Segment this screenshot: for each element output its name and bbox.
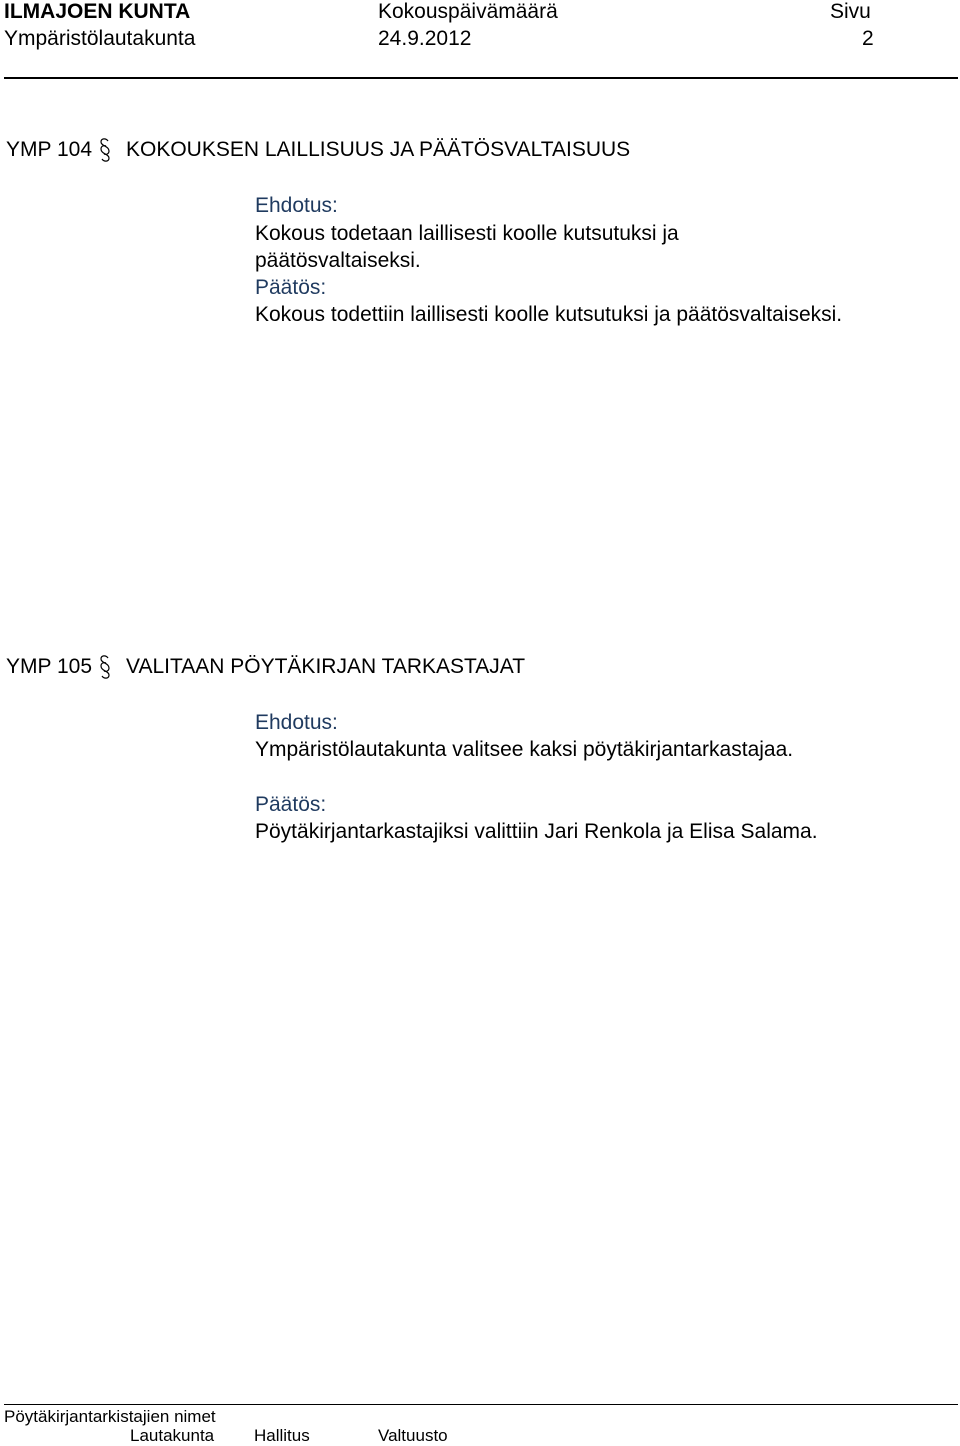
footer-column-lautakunta: Lautakunta (130, 1426, 215, 1445)
header-date-label: Kokouspäivämäärä (378, 0, 558, 23)
section-104-proposal-line-1: Kokous todetaan laillisesti koolle kutsutuksi ja (255, 222, 679, 245)
section-105-decision-label: Päätös: (255, 793, 327, 816)
section-104-decision-line-1: Kokous todettiin laillisesti koolle kutsutuksi ja päätösvaltaiseksi. (255, 303, 843, 326)
section-105-number: YMP 105 (6, 655, 92, 678)
footer-title: Pöytäkirjantarkistajien nimet (4, 1407, 216, 1426)
section-104-title: KOKOUKSEN LAILLISUUS JA PÄÄTÖSVALTAISUUS (126, 138, 631, 161)
section-104-proposal-line-2: päätösvaltaiseksi. (255, 249, 421, 272)
header-date: 24.9.2012 (378, 27, 472, 50)
section-104-decision-label: Päätös: (255, 276, 327, 299)
header-organization: ILMAJOEN KUNTA (4, 0, 191, 23)
footer-column-valtuusto: Valtuusto (378, 1426, 448, 1445)
section-104-heading (6, 137, 630, 163)
header-page-label: Sivu (830, 0, 871, 23)
section-104-number: YMP 104 (6, 138, 92, 161)
section-105-decision-line-1: Pöytäkirjantarkastajiksi valittiin Jari Renkola ja Elisa Salama. (255, 820, 818, 843)
section-105-proposal-line-1: Ympäristölautakunta valitsee kaksi pöytäkirjantarkastajaa. (255, 738, 794, 761)
section-sign-icon (98, 137, 118, 163)
header-page-number: 2 (862, 27, 874, 50)
section-105-heading (6, 654, 525, 680)
footer-column-hallitus: Hallitus (254, 1426, 310, 1445)
footer-divider (4, 1404, 958, 1405)
section-105-proposal-label: Ehdotus: (255, 711, 338, 734)
header-divider (4, 77, 958, 79)
header-board: Ympäristölautakunta (4, 27, 196, 50)
section-sign-icon (98, 654, 118, 680)
section-105-title: VALITAAN PÖYTÄKIRJAN TARKASTAJAT (126, 655, 526, 678)
section-104-proposal-label: Ehdotus: (255, 194, 338, 217)
